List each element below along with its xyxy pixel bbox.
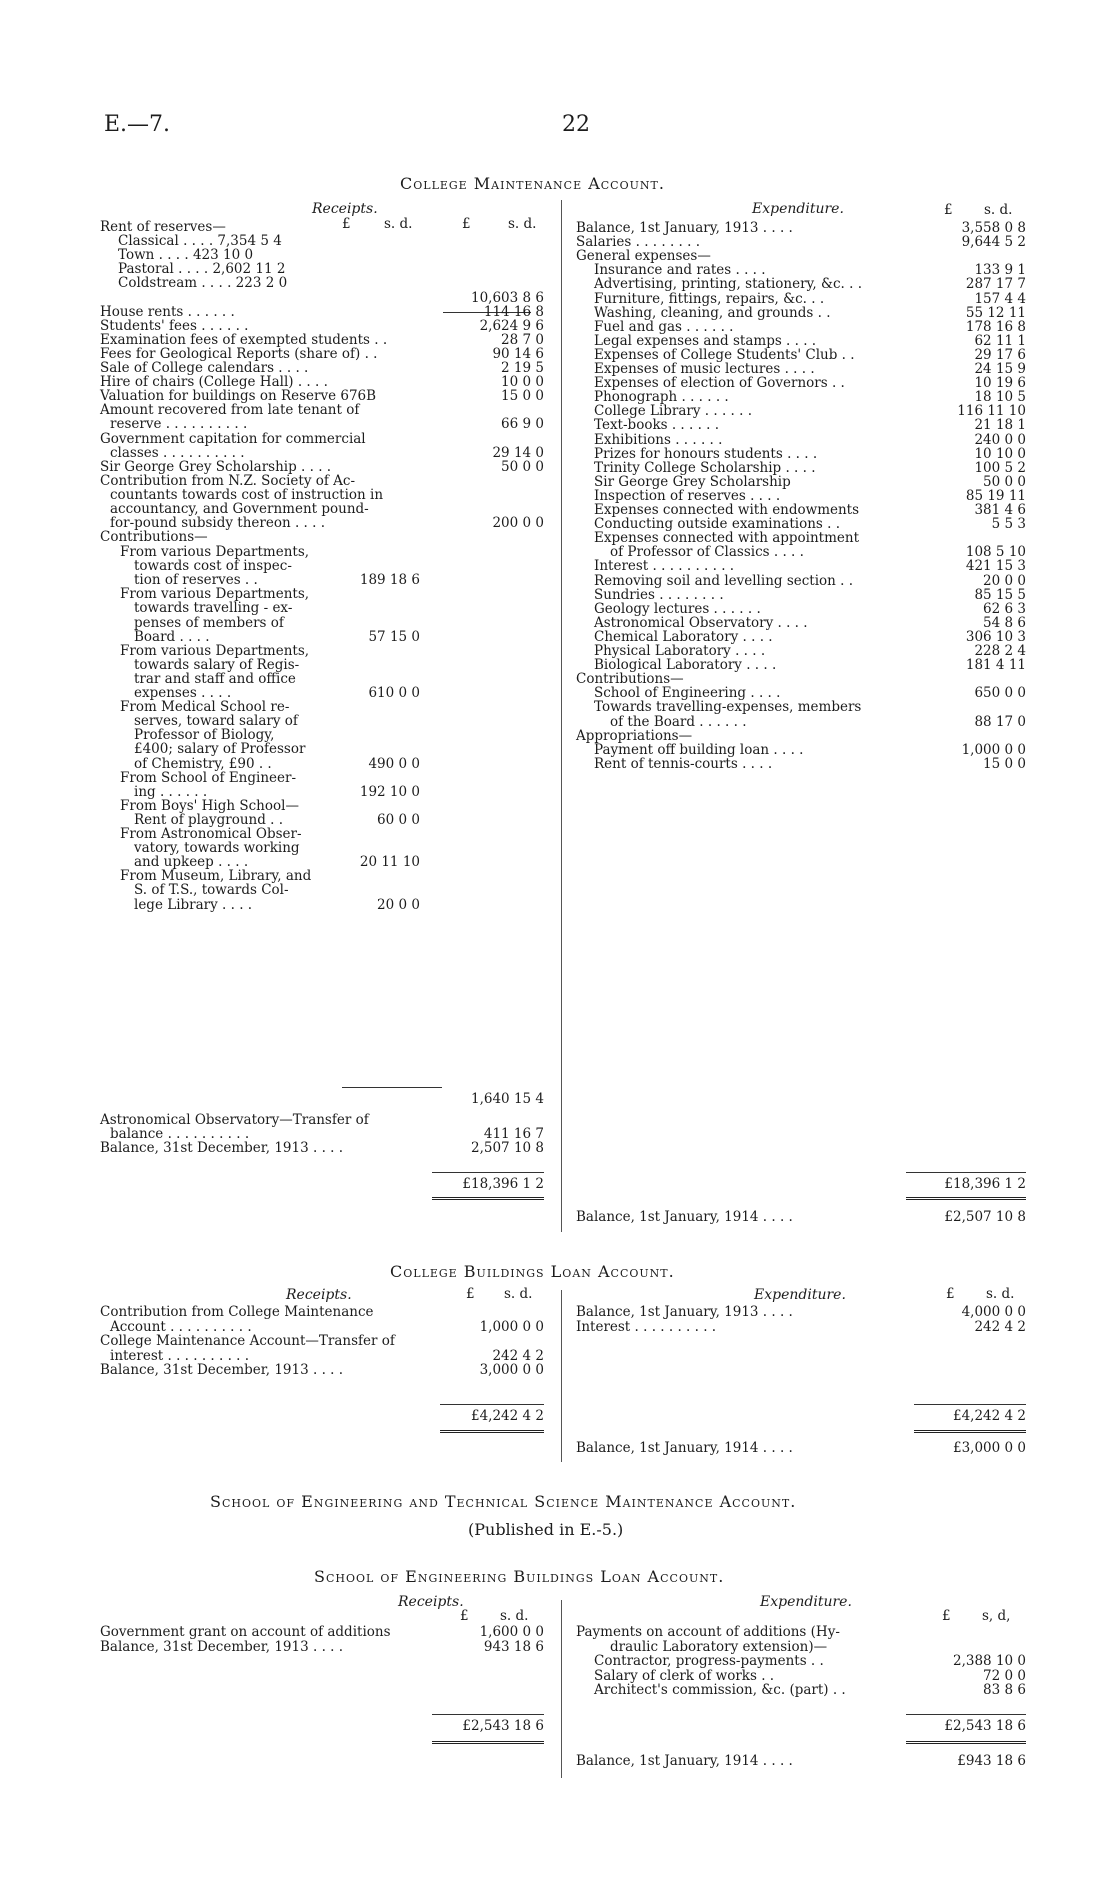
receipt-row-label: House rents . . . . . . — [100, 303, 235, 320]
expenditure-row-label: Exhibitions . . . . . . — [594, 431, 723, 448]
expenditure-row-amount: 20 0 0 — [983, 572, 1026, 589]
expenditure-row-amount: 88 17 0 — [974, 713, 1026, 730]
receipt-row-label: Balance, 31st December, 1913 . . . . — [100, 1362, 344, 1379]
expenditure-row-label: of the Board . . . . . . — [610, 713, 747, 730]
expenditure-row-amount: 133 9 1 — [974, 262, 1026, 279]
receipt-row-label: College Maintenance Account—Transfer of — [100, 1333, 395, 1350]
contribution-text: towards salary of Regis- — [134, 656, 300, 673]
expenditure-row-label: Astronomical Observatory . . . . — [594, 614, 808, 631]
expenditure-row-label: Chemical Laboratory . . . . — [594, 628, 773, 645]
contribution-text: Rent of playground . . — [134, 811, 284, 828]
receipt-row-label: Contribution from College Maintenance — [100, 1304, 374, 1320]
expenditure-row-amount: 54 8 6 — [983, 614, 1026, 631]
cbl-col-e-pounds: £ — [946, 1286, 955, 1302]
receipt-row-amount: 66 9 0 — [501, 416, 544, 433]
contribution-line — [134, 898, 420, 913]
receipt-row-amount: 242 4 2 — [492, 1347, 544, 1364]
contribution-text: and upkeep . . . . — [134, 854, 249, 871]
receipt-row-amount: 29 14 0 — [492, 444, 544, 461]
receipt-row-amount: 2,507 10 8 — [471, 1140, 544, 1157]
contribution-amount: 192 10 0 — [359, 783, 420, 800]
cm-receipts-total-top — [432, 1172, 544, 1173]
expenditure-row-amount: 178 16 8 — [965, 318, 1026, 335]
contribution-text: lege Library . . . . — [134, 896, 253, 913]
contribution-text: From School of Engineer- — [120, 769, 297, 786]
contribution-text: ing . . . . . . — [134, 783, 208, 800]
expenditure-row-amount: 100 5 2 — [974, 459, 1026, 476]
contributions-total-amount: 1,640 15 4 — [471, 1091, 544, 1107]
expenditure-row-amount: 287 17 7 — [965, 276, 1026, 293]
sebl-receipts-total-top — [432, 1714, 544, 1715]
cbl-receipts-total-top — [440, 1404, 544, 1405]
expenditure-row-label: Rent of tennis-courts . . . . — [594, 755, 773, 772]
cbl-title: College Buildings Loan Account. — [390, 1262, 675, 1281]
sebl-expenditure-total-top — [906, 1714, 1026, 1715]
receipt-row-label: Contribution from N.Z. Society of Ac- — [100, 472, 356, 489]
cm-col-r-pounds: £ — [462, 216, 471, 232]
expenditure-row-label: Prizes for honours students . . . . — [594, 445, 818, 462]
expenditure-row-label: Physical Laboratory . . . . — [594, 643, 766, 659]
contribution-text: From Boys' High School— — [120, 797, 299, 814]
receipt-row-amount: 943 18 6 — [483, 1638, 544, 1655]
expenditure-row-label: School of Engineering . . . . — [594, 685, 781, 702]
expenditure-row-amount: 85 19 11 — [965, 487, 1026, 504]
expenditure-row-label: Salary of clerk of works . . — [594, 1667, 775, 1684]
setm-title: School of Engineering and Technical Science Maintenance Account. — [210, 1492, 797, 1511]
expenditure-row — [594, 1654, 1026, 1669]
expenditure-row-amount: 1,000 0 0 — [961, 741, 1026, 758]
sebl-expenditure-caption: Expenditure. — [760, 1594, 852, 1610]
expenditure-row-label: Expenses connected with appointment — [594, 530, 859, 547]
receipt-row-label: Astronomical Observatory—Transfer of — [100, 1112, 369, 1128]
expenditure-row-label: Architect's commission, &c. (part) . . — [594, 1682, 846, 1699]
receipt-row-amount: 10,603 8 6 — [471, 289, 544, 306]
contribution-text: serves, toward salary of — [134, 713, 298, 730]
expenditure-row-label: Biological Laboratory . . . . — [594, 657, 777, 674]
receipt-row-label: Account . . . . . . . . . . — [110, 1318, 252, 1335]
receipt-row — [100, 1625, 544, 1640]
receipt-row — [100, 1141, 544, 1156]
expenditure-row-amount: 3,558 0 8 — [961, 220, 1026, 236]
contribution-text: From Astronomical Obser- — [120, 826, 302, 842]
expenditure-row-amount: 421 15 3 — [965, 558, 1026, 575]
receipt-row-amount: 1,600 0 0 — [479, 1624, 544, 1640]
cm-col-r-sd: s. d. — [508, 216, 537, 232]
sebl-col-e-sd: s, d, — [982, 1608, 1011, 1624]
receipt-row-amount: 200 0 0 — [492, 515, 544, 532]
receipt-row-label: interest . . . . . . . . . . — [110, 1347, 250, 1364]
receipt-row-label: Pastoral . . . . 2,602 11 2 — [118, 261, 286, 278]
expenditure-row-amount: 83 8 6 — [983, 1682, 1026, 1699]
cm-contrib-subtotal-rule — [342, 1087, 442, 1088]
cbl-closing-balance: Balance, 1st January, 1914 . . . . £3,000 0 0 — [576, 1440, 1026, 1456]
expenditure-row-amount: 62 11 1 — [974, 332, 1026, 349]
expenditure-row-label: Salaries . . . . . . . . — [576, 234, 701, 251]
expenditure-row-label: Text-books . . . . . . — [594, 417, 720, 434]
receipt-row-amount: 1,000 0 0 — [479, 1318, 544, 1335]
expenditure-row — [594, 757, 1026, 772]
contribution-text: trar and staff and office — [134, 670, 296, 687]
expenditure-row-label: Sundries . . . . . . . . — [594, 586, 724, 603]
contribution-text: penses of members of — [134, 614, 284, 631]
expenditure-row-amount: 15 0 0 — [983, 755, 1026, 772]
receipt-row-amount: 2,624 9 6 — [479, 317, 544, 334]
expenditure-row-amount: 10 10 0 — [974, 445, 1026, 462]
cbl-expenditure-total: £4,242 4 2 — [953, 1408, 1026, 1424]
sebl-closing-balance: Balance, 1st January, 1914 . . . . £943 18 6 — [576, 1753, 1026, 1769]
cbl-divider — [561, 1290, 562, 1462]
expenditure-row-amount: 55 12 11 — [965, 304, 1026, 321]
expenditure-row-amount: 2,388 10 0 — [953, 1653, 1026, 1670]
expenditure-row-amount: 4,000 0 0 — [961, 1304, 1026, 1320]
receipt-row-label: Government capitation for commercial — [100, 430, 366, 447]
cm-expenditure-total: £18,396 1 2 — [944, 1176, 1026, 1192]
expenditure-row-amount: 240 0 0 — [974, 431, 1026, 448]
contribution-text: £400; salary of Professor — [134, 741, 306, 758]
receipt-row-amount: 90 14 6 — [492, 345, 544, 362]
expenditure-row — [576, 1305, 1026, 1320]
expenditure-row-label: Furniture, fittings, repairs, &c. . . — [594, 290, 825, 307]
contribution-text: tion of reserves . . — [134, 572, 258, 589]
sebl-title: School of Engineering Buildings Loan Account. — [314, 1567, 725, 1586]
contribution-text: Board . . . . — [134, 628, 210, 645]
expenditure-row-label: Insurance and rates . . . . — [594, 262, 766, 279]
expenditure-row-label: Contributions— — [576, 671, 684, 688]
expenditure-row-label: Sir George Grey Scholarship — [594, 473, 791, 490]
receipt-row-label: Contributions— — [100, 529, 208, 546]
receipt-row-label: countants towards cost of instruction in — [110, 486, 384, 503]
contribution-amount: 60 0 0 — [377, 811, 420, 828]
receipt-row-amount: 2 19 5 — [501, 360, 544, 376]
contribution-amount: 490 0 0 — [368, 755, 420, 772]
expenditure-row-amount: 24 15 9 — [974, 361, 1026, 377]
expenditure-row-label: Inspection of reserves . . . . — [594, 487, 781, 504]
sebl-expenditure-total: £2,543 18 6 — [944, 1718, 1026, 1734]
receipt-row-label: Hire of chairs (College Hall) . . . . — [100, 374, 328, 391]
expenditure-row-label: Conducting outside examinations . . — [594, 516, 841, 533]
sebl-col-l-pounds: £ — [460, 1608, 469, 1624]
expenditure-row-amount: 29 17 6 — [974, 346, 1026, 363]
expenditure-row-label: Contractor, progress-payments . . — [594, 1653, 824, 1670]
contribution-text: Professor of Biology, — [134, 727, 275, 744]
receipt-row-label: Government grant on account of additions — [100, 1624, 391, 1640]
expenditure-row-amount: 18 10 5 — [974, 389, 1026, 406]
expenditure-row — [594, 1683, 1026, 1698]
expenditure-row-label: draulic Laboratory extension)— — [610, 1638, 828, 1655]
contribution-text: of Chemistry, £90 . . — [134, 755, 272, 772]
expenditure-row-label: Fuel and gas . . . . . . — [594, 318, 734, 335]
receipt-row-amount: 114 16 8 — [483, 303, 544, 320]
receipt-row-label: accountancy, and Government pound- — [110, 501, 369, 517]
sebl-expenditure-total-rule — [906, 1741, 1026, 1744]
cbl-receipts-caption: Receipts. — [286, 1287, 352, 1303]
contribution-amount: 189 18 6 — [359, 572, 420, 589]
sebl-divider — [561, 1600, 562, 1778]
expenditure-row-label: Payments on account of additions (Hy- — [576, 1624, 840, 1640]
cbl-col-l-pounds: £ — [466, 1286, 475, 1302]
contribution-text: From various Departments, — [120, 544, 310, 560]
expenditure-row-amount: 157 4 4 — [974, 290, 1026, 307]
receipt-row — [100, 530, 544, 545]
expenditure-row-label: Washing, cleaning, and grounds . . — [594, 304, 831, 321]
receipt-row-label: Classical . . . . 7,354 5 4 — [118, 233, 282, 250]
receipt-row-label: Balance, 31st December, 1913 . . . . — [100, 1638, 344, 1655]
contribution-amount: 20 0 0 — [377, 896, 420, 913]
cm-col-l-pounds: £ — [342, 216, 351, 232]
contributions-total — [420, 1092, 544, 1107]
contribution-amount: 57 15 0 — [368, 628, 420, 645]
receipt-row-label: Amount recovered from late tenant of — [100, 402, 360, 419]
expenditure-row-amount: 306 10 3 — [965, 628, 1026, 645]
expenditure-row-amount: 381 4 6 — [974, 502, 1026, 518]
expenditure-row-label: Balance, 1st January, 1913 . . . . — [576, 1304, 793, 1320]
receipt-row-label: Examination fees of exempted students . . — [100, 331, 388, 348]
cm-col-l-sd: s. d. — [384, 216, 413, 232]
receipt-row-amount: 10 0 0 — [501, 374, 544, 391]
expenditure-row-label: Trinity College Scholarship . . . . — [594, 459, 816, 476]
expenditure-row-label: Expenses connected with endowments — [594, 502, 860, 518]
cm-divider — [561, 200, 562, 1232]
sebl-col-e-pounds: £ — [942, 1608, 951, 1624]
cm-receipts-total-rule — [432, 1197, 544, 1200]
receipt-row — [100, 1305, 544, 1320]
receipt-row-label: Balance, 31st December, 1913 . . . . — [100, 1140, 344, 1157]
receipt-row-label: Rent of reserves— — [100, 219, 226, 235]
expenditure-row-amount: 62 6 3 — [983, 600, 1026, 617]
sebl-receipts-caption: Receipts. — [398, 1594, 464, 1610]
contribution-amount: 610 0 0 — [368, 685, 420, 701]
setm-note: (Published in E.-5.) — [468, 1520, 624, 1539]
expenditure-row-amount: 650 0 0 — [974, 685, 1026, 702]
receipt-row — [100, 1363, 544, 1378]
cm-receipts-caption: Receipts. — [312, 201, 378, 217]
receipt-row-amount: 411 16 7 — [483, 1126, 544, 1143]
receipt-row-label: Town . . . . 423 10 0 — [118, 247, 254, 264]
expenditure-row-amount: 21 18 1 — [974, 417, 1026, 434]
expenditure-row-label: College Library . . . . . . — [594, 403, 753, 420]
receipt-row-amount: 3,000 0 0 — [479, 1362, 544, 1379]
expenditure-row-label: Interest . . . . . . . . . . — [594, 558, 735, 575]
sebl-col-l-sd: s. d. — [500, 1608, 529, 1624]
expenditure-row-amount: 85 15 5 — [974, 586, 1026, 603]
sebl-receipts-total: £2,543 18 6 — [462, 1718, 544, 1734]
receipt-row — [100, 1334, 544, 1349]
sebl-receipts-total-rule — [432, 1741, 544, 1744]
cm-expenditure-total-rule — [906, 1197, 1026, 1200]
receipt-row-label: Fees for Geological Reports (share of) . . — [100, 345, 378, 362]
expenditure-row-label: Towards travelling-expenses, members — [594, 699, 862, 716]
cm-receipts-total: £18,396 1 2 — [462, 1176, 544, 1192]
expenditure-row-label: Legal expenses and stamps . . . . — [594, 332, 817, 349]
expenditure-row-label: of Professor of Classics . . . . — [610, 544, 804, 561]
receipt-row-label: Coldstream . . . . 223 2 0 — [118, 275, 288, 292]
expenditure-row-label: Interest . . . . . . . . . . — [576, 1318, 717, 1335]
contribution-text: From Medical School re- — [120, 699, 290, 716]
expenditure-row-amount: 242 4 2 — [974, 1318, 1026, 1335]
cbl-col-l-sd: s. d. — [504, 1286, 533, 1302]
expenditure-row — [576, 1625, 1026, 1640]
receipt-row-label: Valuation for buildings on Reserve 676B — [100, 388, 377, 405]
expenditure-row-amount: 116 11 10 — [957, 403, 1026, 420]
expenditure-row-label: Expenses of music lectures . . . . — [594, 361, 815, 377]
page-number: 22 — [562, 112, 590, 137]
expenditure-row-label: Appropriations— — [576, 727, 693, 744]
receipt-row-label: Sale of College calendars . . . . — [100, 360, 309, 376]
expenditure-row-label: Balance, 1st January, 1913 . . . . — [576, 220, 793, 236]
contribution-text: vatory, towards working — [134, 840, 300, 857]
expenditure-row — [576, 1320, 1026, 1335]
expenditure-row-label: Phonograph . . . . . . — [594, 389, 729, 406]
cbl-expenditure-total-rule — [914, 1430, 1026, 1433]
expenditure-row-amount: 9,644 5 2 — [961, 234, 1026, 251]
expenditure-row-label: Geology lectures . . . . . . — [594, 600, 761, 617]
receipt-row-label: Sir George Grey Scholarship . . . . — [100, 458, 332, 475]
expenditure-row-label: Expenses of College Students' Club . . — [594, 346, 855, 363]
expenditure-row-amount: 5 5 3 — [991, 516, 1026, 533]
receipt-row — [100, 1640, 544, 1655]
receipt-row-amount: 50 0 0 — [501, 458, 544, 475]
cm-expenditure-caption: Expenditure. — [752, 201, 844, 217]
cm-closing-balance: Balance, 1st January, 1914 . . . . £2,507 10 8 — [576, 1209, 1026, 1225]
expenditure-row-amount: 10 19 6 — [974, 375, 1026, 392]
expenditure-row-label: Expenses of election of Governors . . — [594, 375, 845, 392]
receipt-row-label: for-pound subsidy thereon . . . . — [110, 515, 326, 532]
receipt-row-label: balance . . . . . . . . . . — [110, 1126, 250, 1143]
cm-title: College Maintenance Account. — [400, 174, 665, 193]
contribution-text: S. of T.S., towards Col- — [134, 882, 289, 899]
cm-col-e-sd: s. d. — [984, 202, 1013, 218]
receipt-row-amount: 28 7 0 — [501, 331, 544, 348]
cbl-receipts-total-rule — [440, 1430, 544, 1433]
contribution-text: towards travelling - ex- — [134, 600, 293, 617]
expenditure-row-label: Advertising, printing, stationery, &c. . . — [594, 276, 862, 293]
expenditure-row-amount: 181 4 11 — [965, 657, 1026, 674]
cbl-expenditure-caption: Expenditure. — [754, 1287, 846, 1303]
expenditure-row-label: General expenses— — [576, 248, 711, 265]
receipt-row-amount: 15 0 0 — [501, 388, 544, 405]
expenditure-row-label: Removing soil and levelling section . . — [594, 572, 854, 589]
contribution-amount: 20 11 10 — [359, 854, 420, 871]
contribution-text: From various Departments, — [120, 586, 310, 603]
expenditure-row-amount: 228 2 4 — [974, 643, 1026, 659]
cm-col-e-pounds: £ — [944, 202, 953, 218]
page-ref: E.—7. — [104, 112, 171, 137]
cm-expenditure-total-top — [906, 1172, 1026, 1173]
expenditure-row-label: Payment off building loan . . . . — [594, 741, 804, 758]
receipt-row-label: Students' fees . . . . . . — [100, 317, 249, 334]
contribution-text: From Museum, Library, and — [120, 868, 312, 885]
contribution-text: towards cost of inspec- — [134, 558, 292, 575]
cbl-receipts-total: £4,242 4 2 — [471, 1408, 544, 1424]
contribution-text: expenses . . . . — [134, 685, 232, 701]
receipt-row-label: reserve . . . . . . . . . . — [110, 416, 248, 433]
receipt-row-label: classes . . . . . . . . . . — [110, 444, 245, 461]
expenditure-row-amount: 108 5 10 — [965, 544, 1026, 561]
expenditure-row-amount: 72 0 0 — [983, 1667, 1026, 1684]
cbl-expenditure-total-top — [914, 1404, 1026, 1405]
contribution-text: From various Departments, — [120, 642, 310, 659]
cbl-col-e-sd: s. d. — [986, 1286, 1015, 1302]
expenditure-row-amount: 50 0 0 — [983, 473, 1026, 490]
